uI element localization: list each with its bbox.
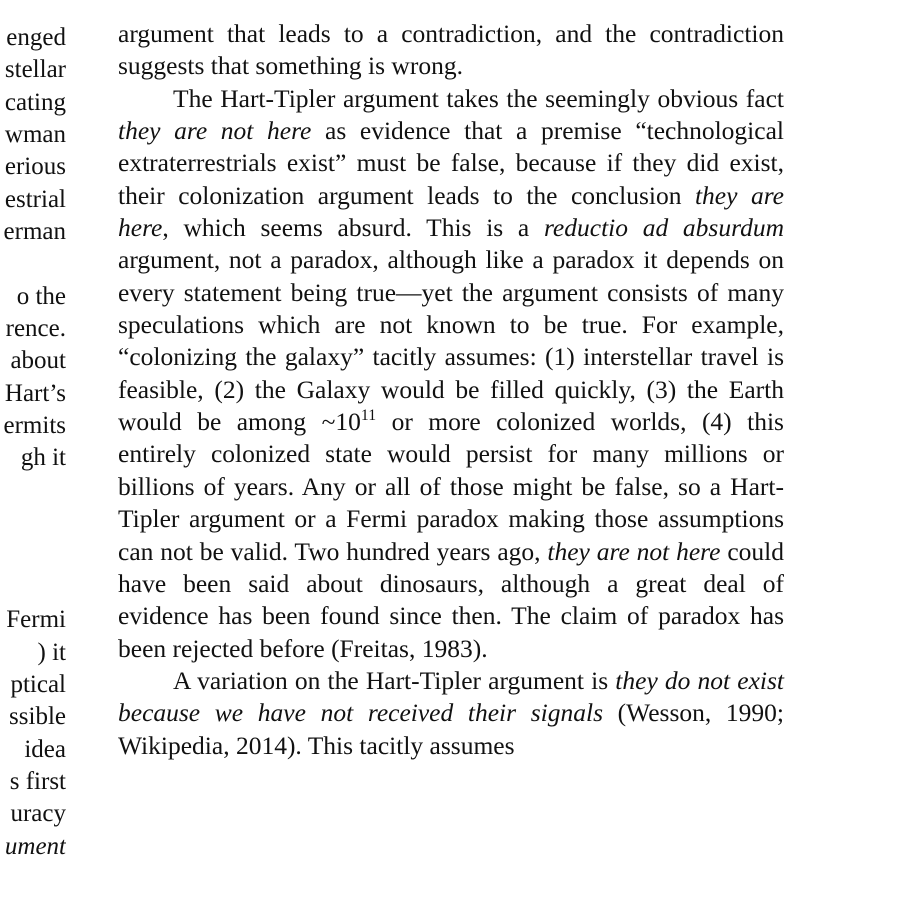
paragraph-variation (118, 665, 784, 762)
left-column-line: ssible (9, 703, 66, 731)
paragraph-continuation: argument that leads to a contradiction, and the contradiction suggests that something is wrong. (118, 19, 784, 81)
text-run: as evidence that a premise “technological extraterrestrials exist” must be false, because if they did exist, their colonization argument leads to the conclusion (118, 116, 784, 210)
left-column-line (0, 540, 66, 572)
left-column-line: wman (4, 121, 66, 149)
italic-phrase: they are not here (118, 116, 312, 146)
text-run: The Hart-Tipler argument takes the seemingly obvious fact (173, 83, 784, 113)
left-column-line (0, 475, 66, 507)
text-run: , which seems absurd. This is a (162, 213, 544, 243)
left-column-line: ument (4, 832, 66, 860)
left-column-line: ermits (3, 412, 66, 440)
left-column-line: erman (3, 218, 66, 246)
italic-phrase: they are here (118, 180, 784, 243)
left-column-line: erious (4, 153, 66, 181)
left-column-line: estrial (4, 185, 66, 213)
left-column-line: Fermi (6, 606, 66, 634)
left-column-line: uracy (10, 800, 66, 828)
main-text-column (118, 18, 784, 762)
left-column-line: cating (4, 88, 66, 116)
left-column-line: idea (24, 735, 66, 763)
italic-phrase: reductio ad absurdum (543, 213, 784, 243)
italic-phrase: they are not here (547, 536, 721, 566)
text-run: could have been said about dinosaurs, although a great deal of evidence has been found since then. The claim of paradox has been rejected before (Freitas, 1983). (118, 536, 785, 663)
left-column-line: ) it (37, 638, 66, 666)
text-run: (Wesson, 1990; Wikipedia, 2014). This tacitly assumes (118, 698, 784, 760)
left-column-line: o the (16, 282, 66, 310)
left-column-line: about (10, 347, 66, 375)
left-column-line: gh it (20, 444, 66, 472)
left-column-line (0, 572, 66, 604)
italic-phrase: they do not exist because we have not received their signals (118, 665, 784, 728)
text-run: or more colonized worlds, (4) this entirely colonized state would persist for many millions or billions of years. Any or all of those might be false, so a Hart-Tipler argument or a Fermi paradox making those assumptions can not be valid. Two hundred years ago, (118, 407, 784, 566)
paragraph-hart-tipler (118, 83, 784, 665)
text-run: argument, not a paradox, although like a paradox it depends on every statement being true—yet the argument consists of many speculations which are not known to be true. For example, “colonizing the galaxy” tacitly assumes: (1) interstellar travel is feasible, (2) the Galaxy would be filled quickly, (3) the Earth would be among ~10 (118, 245, 784, 437)
left-column-line: stellar (4, 56, 66, 84)
left-column-line: rence. (5, 315, 66, 343)
text-run: A variation on the Hart-Tipler argument is (173, 665, 616, 695)
left-column-text-fragment (0, 22, 66, 863)
left-column-line: Hart’s (4, 379, 66, 407)
left-column-line (0, 248, 66, 280)
left-column-line: enged (6, 24, 66, 51)
superscript-exponent: 11 (360, 407, 377, 425)
left-column-line (0, 507, 66, 539)
left-column-line: s first (9, 767, 66, 795)
left-column-line: ptical (10, 670, 66, 698)
